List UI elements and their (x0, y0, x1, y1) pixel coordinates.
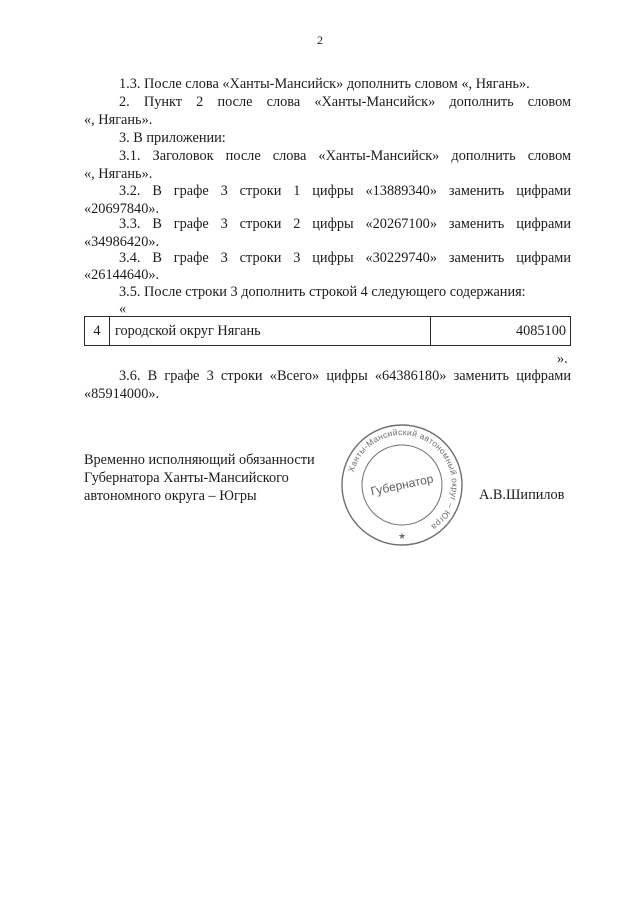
amendment-3-5: 3.5. После строки 3 дополнить строкой 4 следующего содержания: (119, 284, 526, 300)
amendment-3-3-line1: 3.3. В графе 3 строки 2 цифры «20267100» заменить цифрами (119, 216, 571, 232)
signatory-title (84, 451, 315, 505)
row-number-cell: 4 (85, 317, 110, 345)
amendment-2-line1: 2. Пункт 2 после слова «Ханты-Мансийск» дополнить словом (119, 94, 571, 110)
amendment-1-3: 1.3. После слова «Ханты-Мансийск» дополнить словом «, Нягань». (119, 76, 530, 92)
amendment-3-2-line2: «20697840». (84, 201, 160, 217)
close-quote: ». (557, 351, 568, 367)
signatory-title-line2: Губернатора Ханты-Мансийского (84, 470, 289, 486)
official-seal-stamp (338, 421, 466, 549)
seal-ring-text: Ханты-Мансийский автономный округ – Югра (345, 426, 461, 533)
amendment-2-line2: «, Нягань». (84, 112, 153, 128)
amendment-3-4-line1: 3.4. В графе 3 строки 3 цифры «30229740» заменить цифрами (119, 250, 571, 266)
inserted-row-table (84, 316, 571, 346)
amendment-3-6-line1: 3.6. В графе 3 строки «Всего» цифры «64386180» заменить цифрами (119, 368, 571, 384)
signatory-title-line1: Временно исполняющий обязанности (84, 452, 315, 468)
amendment-3: 3. В приложении: (119, 130, 226, 146)
amendment-3-1-line1: 3.1. Заголовок после слова «Ханты-Мансийск» дополнить словом (119, 148, 571, 164)
page-number: 2 (317, 33, 323, 47)
amendment-3-1-line2: «, Нягань». (84, 166, 153, 182)
amendment-3-3-line2: «34986420». (84, 234, 160, 250)
seal-center-text: Губернатор (369, 471, 435, 499)
amendment-3-4-line2: «26144640». (84, 267, 160, 283)
amendment-3-6-line2: «85914000». (84, 386, 160, 402)
open-quote: « (119, 301, 127, 317)
row-name-cell: городской округ Нягань (110, 317, 431, 345)
row-value-cell: 4085100 (515, 323, 566, 339)
signatory-title-line3: автономного округа – Югры (84, 488, 257, 504)
amendment-3-2-line1: 3.2. В графе 3 строки 1 цифры «13889340» заменить цифрами (119, 183, 571, 199)
signatory-name: А.В.Шипилов (479, 487, 565, 503)
seal-star-icon: ★ (397, 531, 407, 541)
